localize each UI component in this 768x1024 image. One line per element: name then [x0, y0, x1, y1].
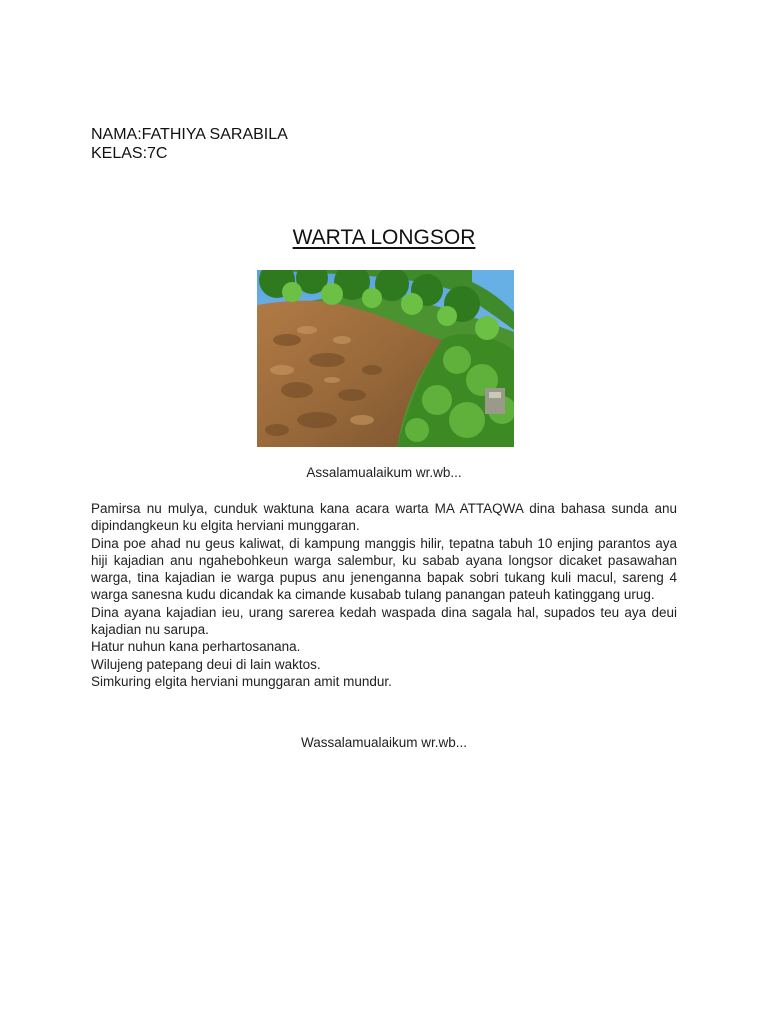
- student-class: KELAS:7C: [91, 145, 168, 162]
- paragraph-thanks: Hatur nuhun kana perhartosanana.: [91, 639, 301, 655]
- student-name: NAMA:FATHIYA SARABILA: [91, 126, 288, 143]
- paragraph-event: Dina poe ahad nu geus kaliwat, di kampung manggis hilir, tepatna tabuh 10 enjing parantos aya hiji kajadian anu ngahebohkeun warga salembur, ku sabab ayana longsor dicaket pasawahan warga, tina kajadian ie warga pupus anu jenenganna bapak sobri tukang kuli macul, sareng 4 warga sanesna kudu dicandak ka cimande kusabab tulang panangan pateuh katinggang urug.: [91, 535, 677, 603]
- article-title: WARTA LONGSOR: [292, 226, 476, 249]
- student-info: [91, 125, 288, 163]
- paragraph-advice: Dina ayana kajadian ieu, urang sarerea kedah waspada dina sagala hal, supados teu aya deui kajadian nu sarupa.: [91, 604, 677, 638]
- greeting-text: Assalamualaikum wr.wb...: [306, 465, 462, 480]
- closing-text: Wassalamualaikum wr.wb...: [300, 735, 468, 750]
- paragraph-signoff: Simkuring elgita herviani munggaran amit mundur.: [91, 673, 392, 689]
- landslide-photo: [257, 270, 514, 447]
- paragraph-farewell: Wilujeng patepang deui di lain waktos.: [91, 656, 321, 672]
- paragraph-intro: Pamirsa nu mulya, cunduk waktuna kana acara warta MA ATTAQWA dina bahasa sunda anu dipindangkeun ku elgita herviani munggaran.: [91, 501, 677, 534]
- landslide-photo-image: [257, 270, 514, 447]
- article-body: [91, 500, 677, 690]
